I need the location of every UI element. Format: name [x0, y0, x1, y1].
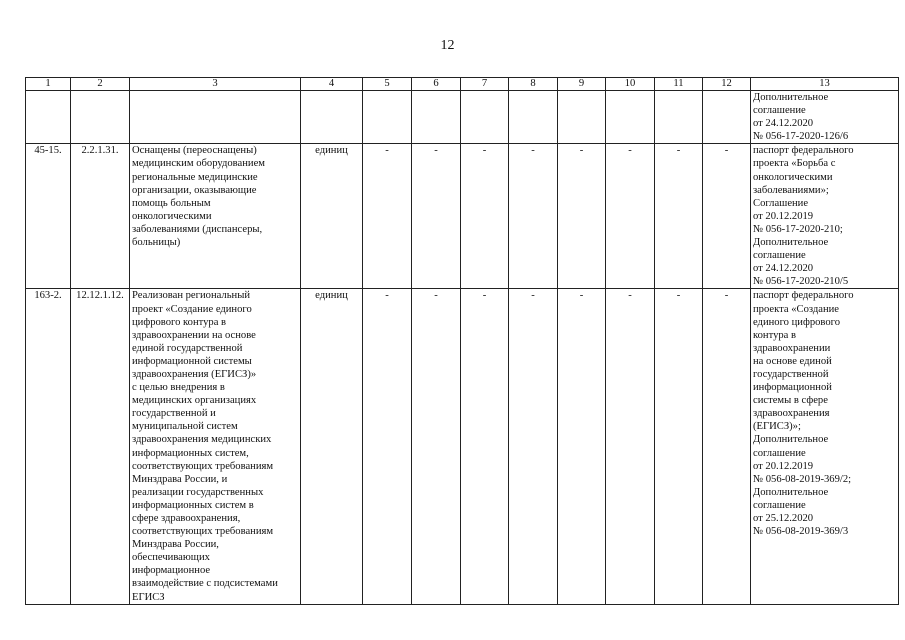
row-document: паспорт федерального проекта «Создание единого цифрового контура в здравоохранении на основе единой государственной информационной системы в сфере здравоохранения (ЕГИСЗ)»; Дополнительное соглашение от 20.12.2019 № 056-08-2019-369/2; Дополнительное соглашение от 25.12.2020 № 056-08-2019-369/3 [751, 289, 899, 604]
value-cell: - [655, 289, 703, 604]
value-cell [606, 91, 655, 144]
column-header: 5 [363, 78, 412, 91]
row-number [26, 91, 71, 144]
column-header: 2 [71, 78, 130, 91]
value-cell: - [509, 289, 558, 604]
row-description [130, 91, 301, 144]
value-cell: - [606, 144, 655, 289]
column-header: 3 [130, 78, 301, 91]
value-cell: - [461, 289, 509, 604]
row-document: паспорт федерального проекта «Борьба с онкологическими заболеваниями»; Соглашение от 20.12.2019 № 056-17-2020-210; Дополнительное соглашение от 24.12.2020 № 056-17-2020-210/5 [751, 144, 899, 289]
value-cell: - [703, 289, 751, 604]
value-cell [558, 91, 606, 144]
column-header: 11 [655, 78, 703, 91]
row-description: Реализован региональный проект «Создание единого цифрового контура в здравоохранении на основе единой государственной информационной системы здравоохранения (ЕГИСЗ)» с целью внедрения в медицинских организациях государственной и муниципальной систем здравоохранения медицинских информационных систем, соответствующих требованиям Минздрава России, и реализации государственных информационных систем в сфере здравоохранения, соответствующих требованиям Минздрава России, обеспечивающих информационное взаимодействие с подсистемами ЕГИСЗ [130, 289, 301, 604]
value-cell [655, 91, 703, 144]
row-code: 12.12.1.12. [71, 289, 130, 604]
value-cell [461, 91, 509, 144]
value-cell: - [363, 144, 412, 289]
column-header: 1 [26, 78, 71, 91]
value-cell: - [461, 144, 509, 289]
header-row [26, 78, 899, 91]
value-cell [509, 91, 558, 144]
row-number: 45-15. [26, 144, 71, 289]
column-header: 8 [509, 78, 558, 91]
table-row [26, 144, 899, 289]
row-code [71, 91, 130, 144]
row-description: Оснащены (переоснащены) медицинским оборудованием региональные медицинские организации, оказывающие помощь больным онкологическими заболеваниями (диспансеры, больницы) [130, 144, 301, 289]
column-header: 9 [558, 78, 606, 91]
data-table [25, 77, 899, 605]
value-cell: - [703, 144, 751, 289]
row-unit: единиц [301, 289, 363, 604]
value-cell: - [558, 289, 606, 604]
value-cell [703, 91, 751, 144]
value-cell: - [412, 144, 461, 289]
value-cell [363, 91, 412, 144]
column-header: 6 [412, 78, 461, 91]
column-header: 10 [606, 78, 655, 91]
table-row [26, 91, 899, 144]
row-unit: единиц [301, 144, 363, 289]
row-unit [301, 91, 363, 144]
value-cell: - [655, 144, 703, 289]
value-cell: - [606, 289, 655, 604]
column-header: 13 [751, 78, 899, 91]
column-header: 4 [301, 78, 363, 91]
table-row [26, 289, 899, 604]
column-header: 12 [703, 78, 751, 91]
value-cell [412, 91, 461, 144]
column-header: 7 [461, 78, 509, 91]
value-cell: - [412, 289, 461, 604]
page-number: 12 [440, 38, 455, 53]
row-code: 2.2.1.31. [71, 144, 130, 289]
row-number: 163-2. [26, 289, 71, 604]
value-cell: - [509, 144, 558, 289]
value-cell: - [363, 289, 412, 604]
value-cell: - [558, 144, 606, 289]
row-document: Дополнительное соглашение от 24.12.2020 № 056-17-2020-126/6 [751, 91, 899, 144]
